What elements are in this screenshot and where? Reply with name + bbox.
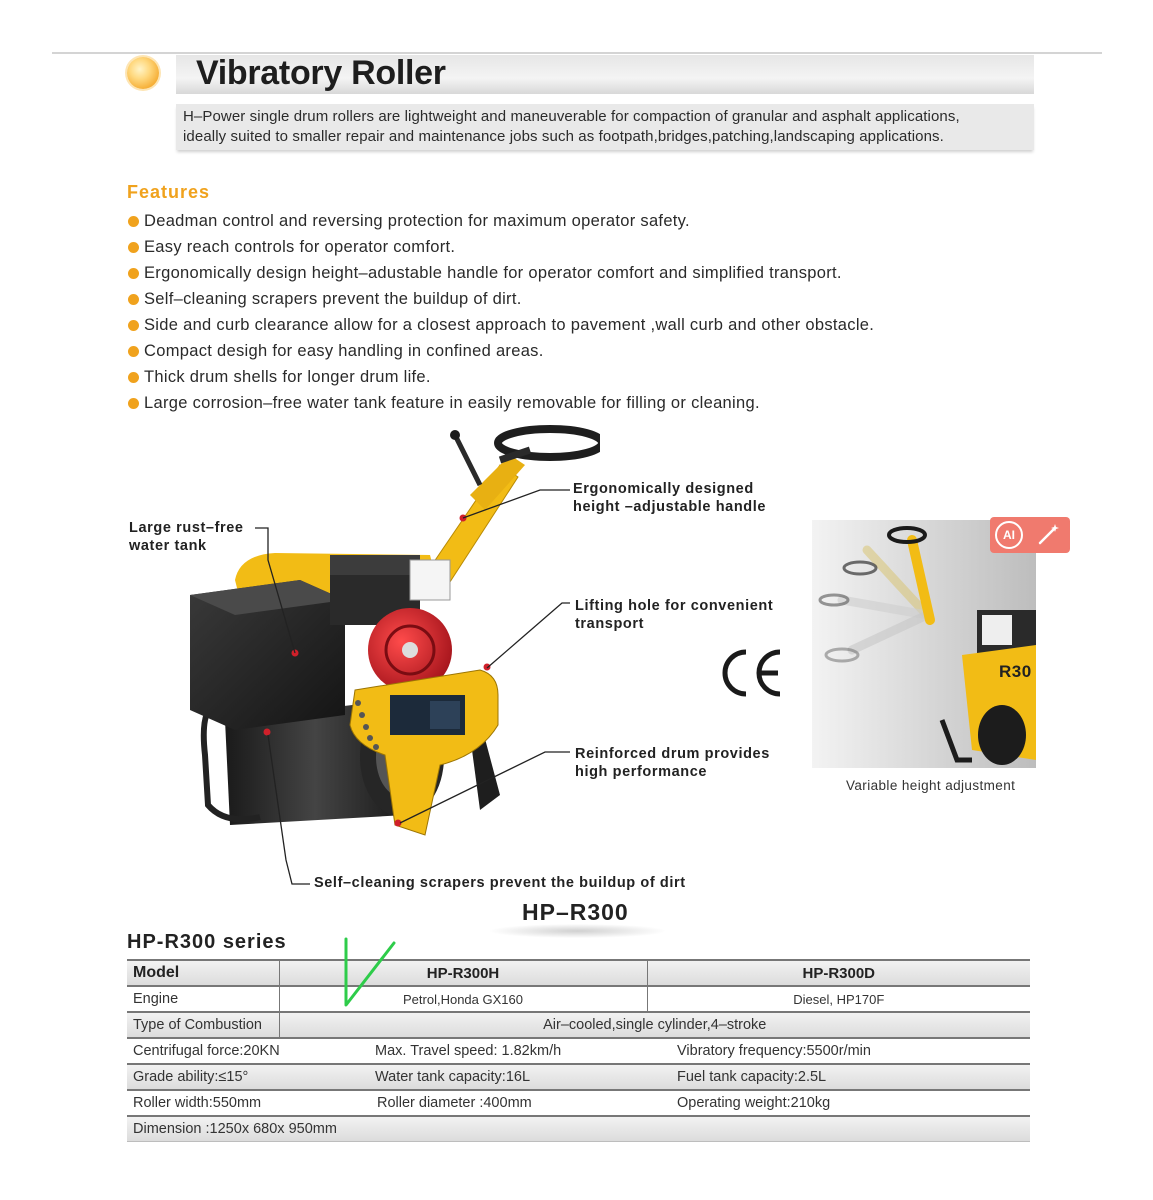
side-photo-caption: Variable height adjustment xyxy=(846,778,1016,793)
magic-wand-icon xyxy=(1036,523,1060,547)
table-cell: Dimension :1250x 680x 950mm xyxy=(127,1116,1030,1142)
engine-col-2: Diesel, HP170F xyxy=(647,986,1030,1012)
combustion-value: Air–cooled,single cylinder,4–stroke xyxy=(279,1012,1030,1038)
feature-item: Side and curb clearance allow for a closest approach to pavement ,wall curb and other obstacle. xyxy=(128,316,874,335)
table-row xyxy=(127,1064,1030,1090)
ce-mark-icon xyxy=(718,648,784,698)
spec-table xyxy=(127,959,1030,1142)
table-row xyxy=(127,1038,1030,1064)
callout-lifting-hole: Lifting hole for convenient transport xyxy=(575,598,774,632)
table-cell: Grade ability:≤15° xyxy=(127,1064,375,1090)
model-col-2: HP-R300D xyxy=(647,960,1030,986)
machine-label: R30 xyxy=(999,662,1032,681)
table-cell: Max. Travel speed: 1.82km/h xyxy=(375,1038,647,1064)
series-title: HP-R300 series xyxy=(127,931,287,953)
model-name: HP–R300 xyxy=(522,899,629,925)
callout-drum: Reinforced drum provides high performance xyxy=(575,746,770,780)
table-cell: Centrifugal force:20KN xyxy=(127,1038,375,1064)
table-row xyxy=(127,1012,1030,1038)
table-row xyxy=(127,960,1030,986)
feature-item: Easy reach controls for operator comfort. xyxy=(128,238,455,257)
ai-badge-label: AI xyxy=(995,521,1023,549)
row-label: Type of Combustion xyxy=(127,1012,279,1038)
feature-item: Deadman control and reversing protection for maximum operator safety. xyxy=(128,212,690,231)
feature-item: Thick drum shells for longer drum life. xyxy=(128,368,431,387)
intro-line-1: H–Power single drum rollers are lightweight and maneuverable for compaction of granular and asphalt applications, xyxy=(183,108,960,125)
feature-item: Large corrosion–free water tank feature in easily removable for filling or cleaning. xyxy=(128,394,760,413)
feature-item: Compact desigh for easy handling in confined areas. xyxy=(128,342,544,361)
variable-height-photo xyxy=(812,520,1036,768)
page-title: Vibratory Roller xyxy=(196,54,446,92)
features-heading: Features xyxy=(127,182,211,202)
engine-col-1: Petrol,Honda GX160 xyxy=(279,986,647,1012)
green-check-mark-icon xyxy=(340,935,400,1015)
table-row xyxy=(127,986,1030,1012)
feature-item: Ergonomically design height–adustable handle for operator comfort and simplified transport. xyxy=(128,264,842,283)
row-label: Engine xyxy=(127,986,279,1012)
feature-item: Self–cleaning scrapers prevent the buildup of dirt. xyxy=(128,290,522,309)
table-cell: Operating weight:210kg xyxy=(647,1090,1030,1116)
table-cell: Vibratory frequency:5500r/min xyxy=(647,1038,1030,1064)
table-cell: Roller width:550mm xyxy=(127,1090,375,1116)
table-cell: Roller diameter :400mm xyxy=(375,1090,647,1116)
callout-handle: Ergonomically designed height –adjustable handle xyxy=(573,481,767,515)
table-row xyxy=(127,1116,1030,1142)
callout-scrapers: Self–cleaning scrapers prevent the buildup of dirt xyxy=(314,875,686,891)
ai-badge[interactable] xyxy=(990,517,1070,553)
table-cell: Fuel tank capacity:2.5L xyxy=(647,1064,1030,1090)
table-cell: Water tank capacity:16L xyxy=(375,1064,647,1090)
row-label: Model xyxy=(127,960,279,986)
model-name-shadow xyxy=(490,924,665,938)
intro-line-2: ideally suited to smaller repair and maintenance jobs such as footpath,bridges,patching,landscaping applications. xyxy=(183,128,944,145)
table-row xyxy=(127,1090,1030,1116)
model-col-1: HP-R300H xyxy=(279,960,647,986)
callout-water-tank: Large rust–free water tank xyxy=(129,520,244,554)
